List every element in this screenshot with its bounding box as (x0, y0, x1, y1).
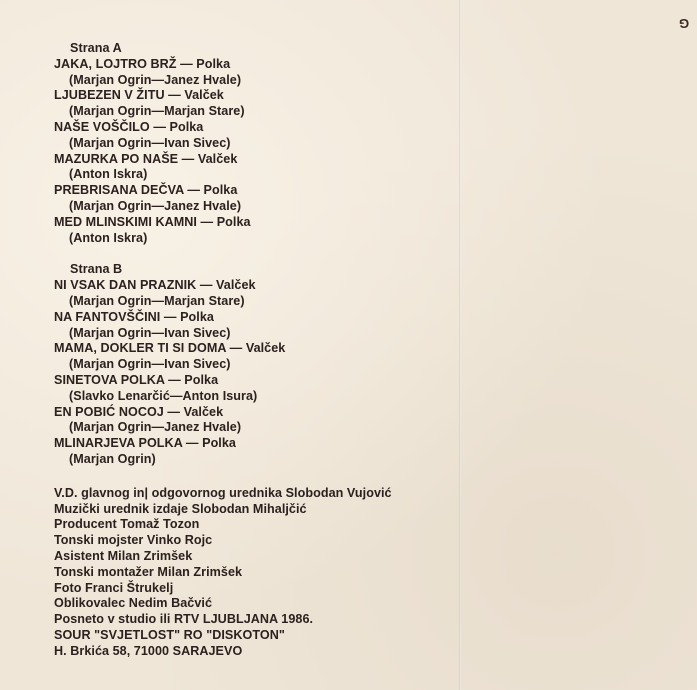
track-credits: (Marjan Ogrin—Janez Hvale) (69, 72, 242, 87)
side-a-label: Strana A (70, 41, 122, 55)
track-credits: (Marjan Ogrin—Janez Hvale) (69, 198, 242, 213)
production-credit-line: Foto Franci Štrukelj (54, 580, 174, 595)
production-credit-line: Posneto v studio ili RTV LJUBLJANA 1986. (54, 612, 314, 627)
track-credits: (Anton Iskra) (69, 230, 148, 245)
production-credit-line: Tonski mojster Vinko Rojc (54, 533, 213, 548)
track-title: LJUBEZEN V ŽITU — Valček (54, 88, 224, 103)
track-credits: (Marjan Ogrin—Ivan Sivec) (69, 357, 231, 372)
track-credits: (Slavko Lenarčić—Anton Isura) (69, 388, 258, 403)
track-title: MED MLINSKIMI KAMNI — Polka (54, 214, 251, 229)
page-marker: G (678, 16, 689, 31)
track-title: PREBRISANA DEČVA — Polka (54, 183, 238, 198)
track-title: EN POBIĆ NOCOJ — Valček (54, 404, 224, 419)
track-title: NA FANTOVŠČINI — Polka (54, 309, 214, 324)
track-credits: (Marjan Ogrin) (69, 451, 156, 466)
production-credit-line: V.D. glavnog in| odgovornog urednika Slobodan Vujović (54, 485, 392, 500)
production-credit-line: Oblikovalec Nedim Bačvić (54, 596, 212, 611)
track-title: MLINARJEVA POLKA — Polka (54, 436, 236, 451)
track-credits: (Marjan Ogrin—Janez Hvale) (69, 420, 242, 435)
tracklist-content (54, 41, 474, 659)
track-title: MAMA, DOKLER TI SI DOMA — Valček (54, 341, 286, 356)
track-title: JAKA, LOJTRO BRŽ — Polka (54, 56, 231, 71)
track-credits: (Marjan Ogrin—Ivan Sivec) (69, 325, 231, 340)
production-credit-line: SOUR "SVJETLOST" RO "DISKOTON" (54, 627, 285, 642)
track-title: NI VSAK DAN PRAZNIK — Valček (54, 278, 256, 293)
track-title: SINETOVA POLKA — Polka (54, 372, 219, 387)
track-title: NAŠE VOŠČILO — Polka (54, 119, 204, 134)
production-credit-line: Muzički urednik izdaje Slobodan Mihaljčić (54, 501, 307, 516)
section-gap (54, 468, 474, 486)
track-credits: (Anton Iskra) (69, 167, 148, 182)
production-credit-line: Asistent Milan Zrimšek (54, 548, 193, 563)
production-credit-line: Producent Tomaž Tozon (54, 517, 200, 532)
production-credit-line: H. Brkića 58, 71000 SARAJEVO (54, 643, 243, 658)
track-credits: (Marjan Ogrin—Marjan Stare) (69, 104, 245, 119)
production-credit-line: Tonski montažer Milan Zrimšek (54, 564, 243, 579)
track-credits: (Marjan Ogrin—Ivan Sivec) (69, 135, 231, 150)
side-b-label: Strana B (70, 262, 123, 277)
track-credits: (Marjan Ogrin—Marjan Stare) (69, 293, 245, 308)
section-gap (54, 246, 474, 262)
track-title: MAZURKA PO NAŠE — Valček (54, 151, 238, 166)
